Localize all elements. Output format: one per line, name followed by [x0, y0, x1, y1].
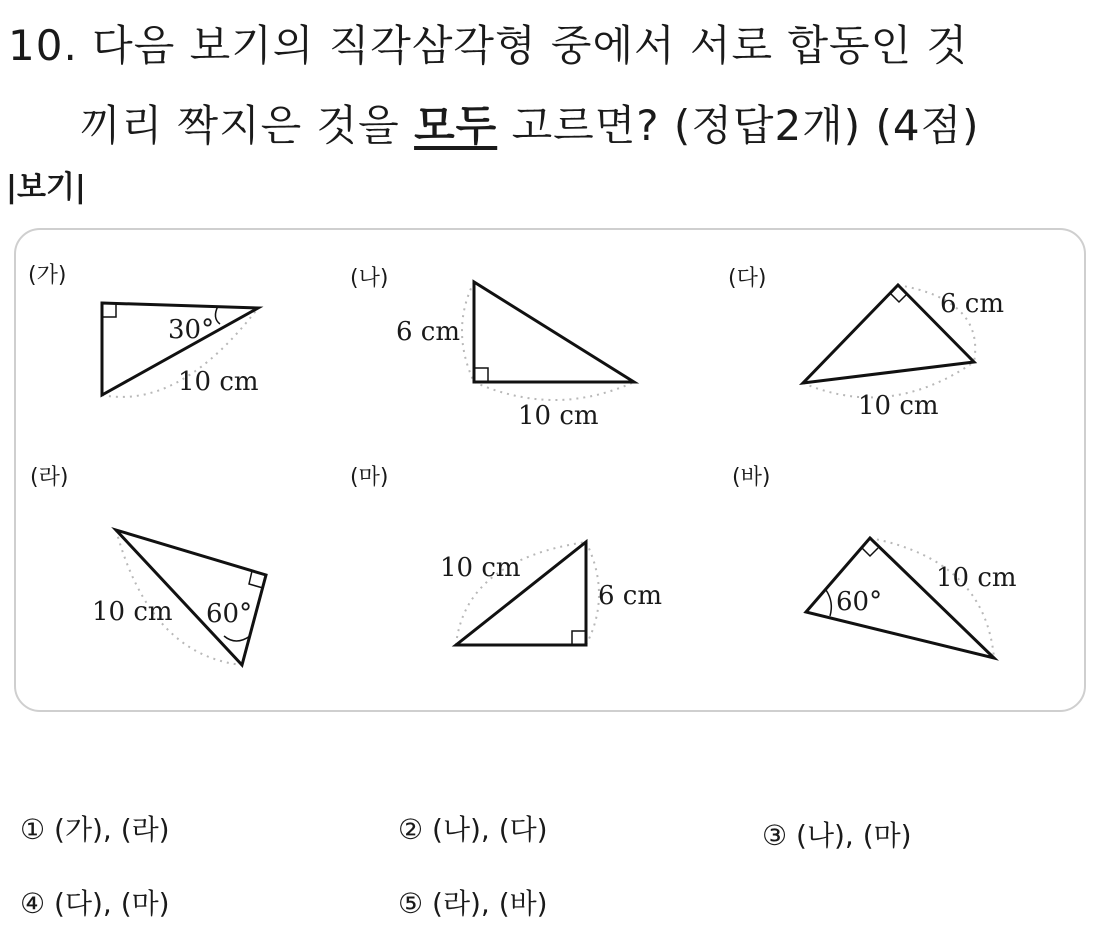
right-angle-mark	[891, 294, 907, 302]
dotted-arc	[474, 382, 634, 400]
figure-da	[728, 266, 1004, 421]
right-angle-mark	[572, 631, 586, 645]
choice-number: ①	[20, 813, 46, 846]
choice-number: ⑤	[398, 887, 424, 920]
bogi-label: |보기|	[6, 170, 86, 205]
choice-text: (나), (마)	[796, 819, 912, 852]
choice-number: ③	[762, 819, 788, 852]
angle-arc	[215, 306, 220, 324]
choice-4[interactable]	[20, 886, 170, 922]
angle-arc	[826, 590, 831, 616]
dotted-arc	[462, 282, 474, 382]
figure-label-ma: (마)	[350, 465, 389, 490]
figure-ma	[350, 465, 662, 645]
measure-ma-hyp: 10 cm	[440, 553, 521, 583]
measure-ga-angle: 30°	[168, 315, 215, 345]
choice-1[interactable]	[20, 812, 170, 848]
measure-da-hyp: 10 cm	[858, 391, 939, 421]
question-emphasis: 모두	[414, 101, 498, 150]
figure-label-da: (다)	[728, 266, 767, 291]
measure-ra-length: 10 cm	[92, 597, 173, 627]
figure-label-ga: (가)	[28, 263, 67, 288]
choice-3[interactable]	[762, 818, 912, 854]
figure-label-ba: (바)	[732, 465, 771, 490]
question-text-b: 고르면? (정답2개) (4점)	[497, 101, 980, 150]
right-angle-mark	[474, 368, 488, 382]
right-angle-mark	[862, 548, 878, 556]
figure-label-ra: (라)	[30, 465, 69, 490]
triangle-ba	[806, 538, 994, 658]
measure-ba-angle: 60°	[836, 587, 883, 617]
figure-ba	[732, 465, 1017, 658]
choice-text: (다), (마)	[54, 887, 170, 920]
measure-na-base: 10 cm	[518, 401, 599, 431]
measure-ga-length: 10 cm	[178, 367, 259, 397]
right-angle-mark	[102, 303, 116, 317]
figure-label-na: (나)	[350, 266, 389, 291]
measure-ba-length: 10 cm	[936, 563, 1017, 593]
choice-text: (나), (다)	[432, 813, 548, 846]
measure-ma-side: 6 cm	[598, 581, 663, 611]
figure-ga	[28, 263, 259, 397]
figure-ra	[30, 465, 266, 665]
measure-na-side: 6 cm	[396, 317, 461, 347]
figure-na	[350, 266, 634, 431]
angle-arc	[224, 636, 250, 641]
choice-text: (가), (라)	[54, 813, 170, 846]
question-text-a: 끼리 짝지은 것을	[80, 101, 415, 150]
choice-text: (라), (바)	[432, 887, 548, 920]
question-line-1: 10. 다음 보기의 직각삼각형 중에서 서로 합동인 것	[8, 21, 969, 70]
choice-5[interactable]	[398, 886, 548, 922]
measure-da-side: 6 cm	[940, 289, 1005, 319]
choice-number: ②	[398, 813, 424, 846]
measure-ra-angle: 60°	[206, 599, 253, 629]
choice-2[interactable]	[398, 812, 548, 848]
choice-number: ④	[20, 887, 46, 920]
triangle-na	[474, 282, 634, 382]
